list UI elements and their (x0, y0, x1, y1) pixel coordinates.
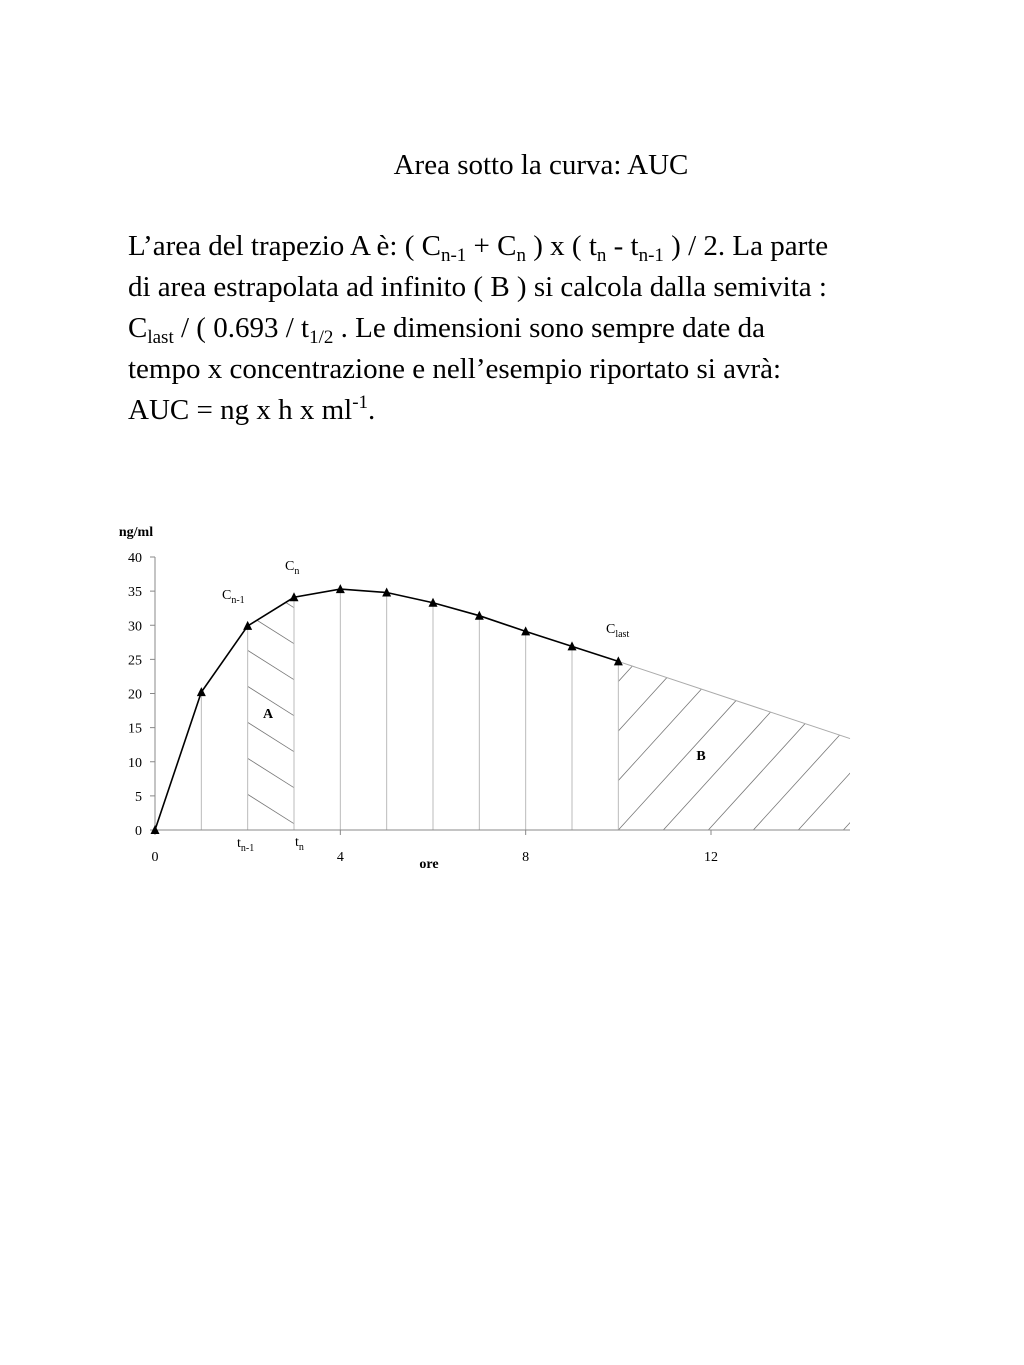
extrapolation-line (618, 661, 850, 738)
area-b-label: B (696, 749, 706, 764)
annotation-c-last: $C_{last}$ (606, 622, 630, 640)
annotation-t-n: $t_n$ (295, 835, 304, 853)
y-tick-labels (128, 551, 142, 839)
y-tick-label: 0 (135, 824, 142, 839)
y-tick-label: 40 (128, 551, 142, 566)
axes (150, 557, 850, 835)
hatch-line (238, 500, 304, 542)
x-tick-label: 4 (336, 850, 344, 865)
hatch-line (618, 665, 768, 830)
y-tick-label: 25 (128, 653, 142, 669)
y-axis-label: ng/ml (118, 525, 154, 540)
area-a-label: A (262, 707, 274, 722)
y-tick-label: 20 (128, 687, 142, 703)
y-tick-label: 10 (128, 755, 142, 771)
hatch-line (843, 665, 993, 830)
hatch-line (888, 665, 1024, 830)
hatch-line (573, 665, 723, 830)
text-line-4: tempo x concentrazione e nell’esempio riportato si avrà: (128, 353, 782, 385)
text-line-1: L’area del trapezio A è: ( $C_{n-1} + C_n$ ) x ( $t_n - t_{n-1}$ ) / 2. La parte (128, 230, 829, 266)
x-tick-label: 12 (704, 850, 718, 865)
hatch-line (933, 665, 1024, 830)
y-tick-label: 15 (128, 721, 142, 737)
text-line-3: $C_{last}$ / ( $0.693 / t_{1/2}$ . Le dimensioni sono sempre date da (128, 312, 766, 348)
hatch-line (978, 665, 1024, 830)
hatch-line (438, 665, 588, 830)
document-title: Area sotto la curva: AUC (393, 149, 689, 181)
hatch-line (753, 665, 903, 830)
hatch-line (798, 665, 948, 830)
hatch-line (663, 665, 813, 830)
annotation-c-n: $C_n$ (285, 559, 300, 577)
annotation-t-prev: $t_{n-1}$ (237, 836, 255, 854)
x-tick-label: 0 (151, 850, 159, 865)
data-point (243, 621, 252, 630)
text-line-2: di area estrapolata ad infinito ( B ) si calcola dalla semivita : (128, 271, 827, 303)
text-line-5: AUC = ng x h x $ml^{-1}$. (128, 392, 376, 426)
annotation-c-prev: $C_{n-1}$ (222, 588, 245, 606)
y-tick-label: 5 (135, 789, 142, 805)
hatch-line (528, 665, 678, 830)
hatch-line (238, 896, 304, 900)
area-b-hatch (438, 665, 1024, 830)
auc-chart (0, 500, 1024, 900)
y-tick-label: 30 (128, 619, 142, 635)
x-axis-label: ore (419, 857, 439, 872)
x-tick-label: 8 (522, 850, 530, 865)
body-text (128, 226, 988, 431)
y-tick-label: 35 (128, 585, 142, 601)
hatch-line (483, 665, 633, 830)
hatch-line (708, 665, 858, 830)
hatch-line (238, 860, 304, 900)
hatch-line (238, 500, 304, 506)
